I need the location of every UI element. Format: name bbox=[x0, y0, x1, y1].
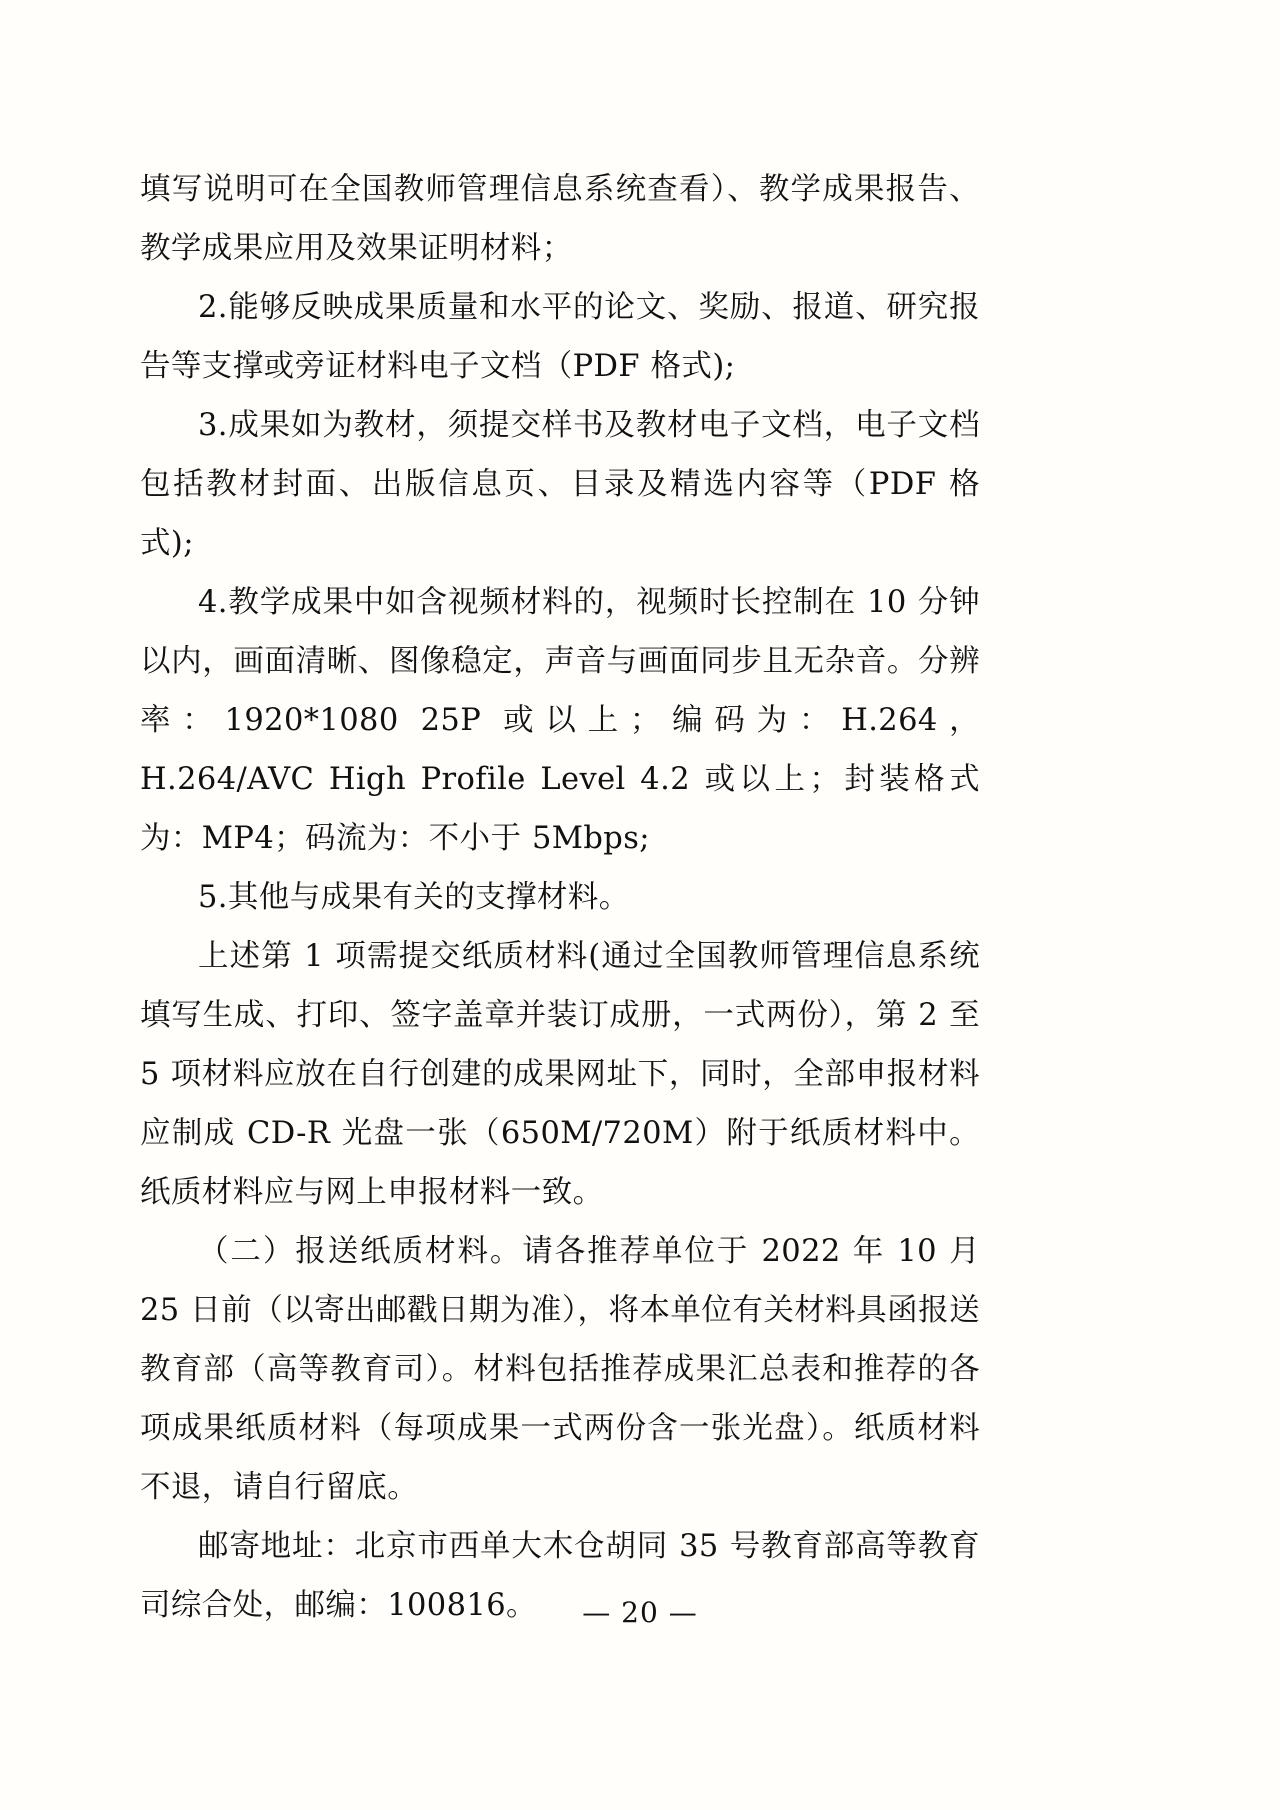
paragraph-section-2: （二）报送纸质材料。请各推荐单位于 2022 年 10 月 25 日前（以寄出邮戳日期为准），将本单位有关材料具函报送教育部（高等教育司）。材料包括推荐成果汇总表和推荐的各项成果纸质材料（每项成果一式两份含一张光盘）。纸质材料不退，请自行留底。 bbox=[140, 1234, 980, 1505]
paragraph-item-2: 2.能够反映成果质量和水平的论文、奖励、报道、研究报告等支撑或旁证材料电子文档（PDF 格式); bbox=[140, 290, 980, 384]
paragraph-paper-submission: 上述第 1 项需提交纸质材料(通过全国教师管理信息系统填写生成、打印、签字盖章并装订成册，一式两份），第 2 至 5 项材料应放在自行创建的成果网址下，同时，全部申报材料应制成 CD-R 光盘一张（650M/720M）附于纸质材料中。纸质材料应与网上申报材料一致。 bbox=[140, 939, 980, 1210]
page-number: — 20 — bbox=[582, 1596, 698, 1629]
paragraph-item-3: 3.成果如为教材，须提交样书及教材电子文档，电子文档包括教材封面、出版信息页、目录及精选内容等（PDF 格式); bbox=[140, 408, 980, 561]
paragraph-continuation: 填写说明可在全国教师管理信息系统查看）、教学成果报告、教学成果应用及效果证明材料； bbox=[140, 172, 980, 266]
paragraph-item-4: 4.教学成果中如含视频材料的，视频时长控制在 10 分钟以内，画面清晰、图像稳定，声音与画面同步且无杂音。分辨率：1920*1080 25P 或以上；编码为：H.264，H.264/AVC High Profile Level 4.2 或以上；封装格式为：MP4；码流为：不小于 5Mbps; bbox=[140, 585, 980, 856]
document-body bbox=[140, 160, 980, 1635]
paragraph-item-5: 5.其他与成果有关的支撑材料。 bbox=[198, 880, 630, 915]
paragraph-mailing-address: 邮寄地址：北京市西单大木仓胡同 35 号教育部高等教育司综合处，邮编：100816。 bbox=[140, 1529, 980, 1623]
